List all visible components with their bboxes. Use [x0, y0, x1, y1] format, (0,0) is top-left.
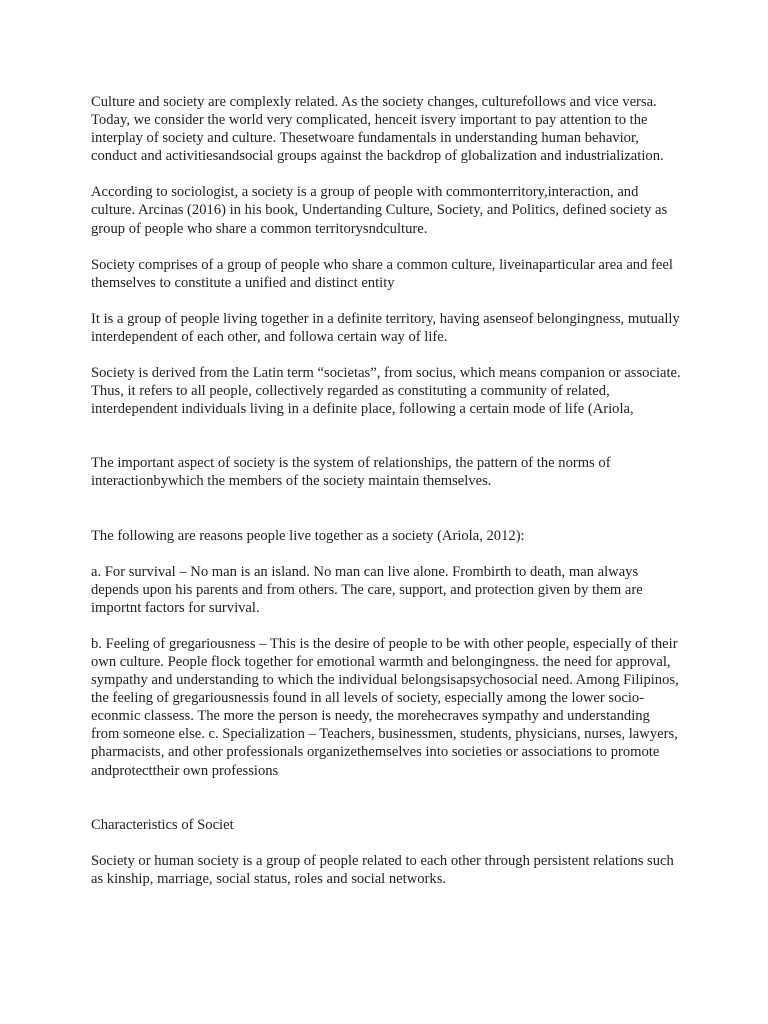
paragraph-culture-society: Culture and society are complexly related. As the society changes, culturefollows and vice versa. Today, we consider the world very complicated, henceit isvery important to pay attention to the interplay of society and culture. Thesetwoare fundamentals in understanding human behavior, conduct and activitiesandsocial groups against the backdrop of globalization and industrialization. — [91, 94, 664, 165]
paragraph-sociologist-definition: According to sociologist, a society is a group of people with commonterritory,interaction, and culture. Arcinas (2016) in his book, Undertanding Culture, Society, and Politics, defined society as group of people who share a common territorysndculture. — [91, 184, 668, 237]
paragraph-human-society: Society or human society is a group of people related to each other through persistent relations such as kinship, marriage, social status, roles and social networks. — [91, 852, 674, 887]
paragraph-system-of-relationships: The important aspect of society is the system of relationships, the pattern of the norms of interactionbywhich the members of the society maintain themselves. — [91, 455, 611, 490]
paragraph-survival: a. For survival – No man is an island. No man can live alone. Frombirth to death, man always depends upon his parents and from others. The care, support, and protection given by them are importnt factors for survival. — [91, 563, 643, 616]
paragraph-latin-term: Society is derived from the Latin term “societas”, from socius, which means companion or associate. Thus, it refers to all people, collectively regarded as constituting a community of related, interdependent individuals living in a definite place, following a certain mode of life (Ariola, — [91, 365, 681, 418]
paragraph-group-of-people: It is a group of people living together in a definite territory, having asenseof belongingness, mutually interdependent of each other, and followa certain way of life. — [91, 310, 680, 345]
paragraph-reasons-intro: The following are reasons people live together as a society (Ariola, 2012): — [91, 527, 525, 544]
paragraph-gregariousness: b. Feeling of gregariousness – This is the desire of people to be with other people, especially of their own culture. People flock together for emotional warmth and belongingness. the need for approval, sympathy and understanding to which the individual belongsisapsychosocial need. Among Filipinos, the feeling of gregariousnessis found in all levels of society, especially among the lower socio-econmic classess. The more the person is needy, the morehecraves sympathy and understanding from someone else. c. Specialization – Teachers, businessmen, students, physicians, nurses, lawyers, pharmacists, and other professionals organizethemselves into societies or associations to promote andprotecttheir own professions — [91, 635, 679, 779]
document-body — [91, 93, 681, 888]
paragraph-society-comprises: Society comprises of a group of people who share a common culture, liveinaparticular area and feel themselves to constitute a unified and distinct entity — [91, 256, 673, 291]
section-heading-characteristics: Characteristics of Societ — [91, 816, 234, 833]
